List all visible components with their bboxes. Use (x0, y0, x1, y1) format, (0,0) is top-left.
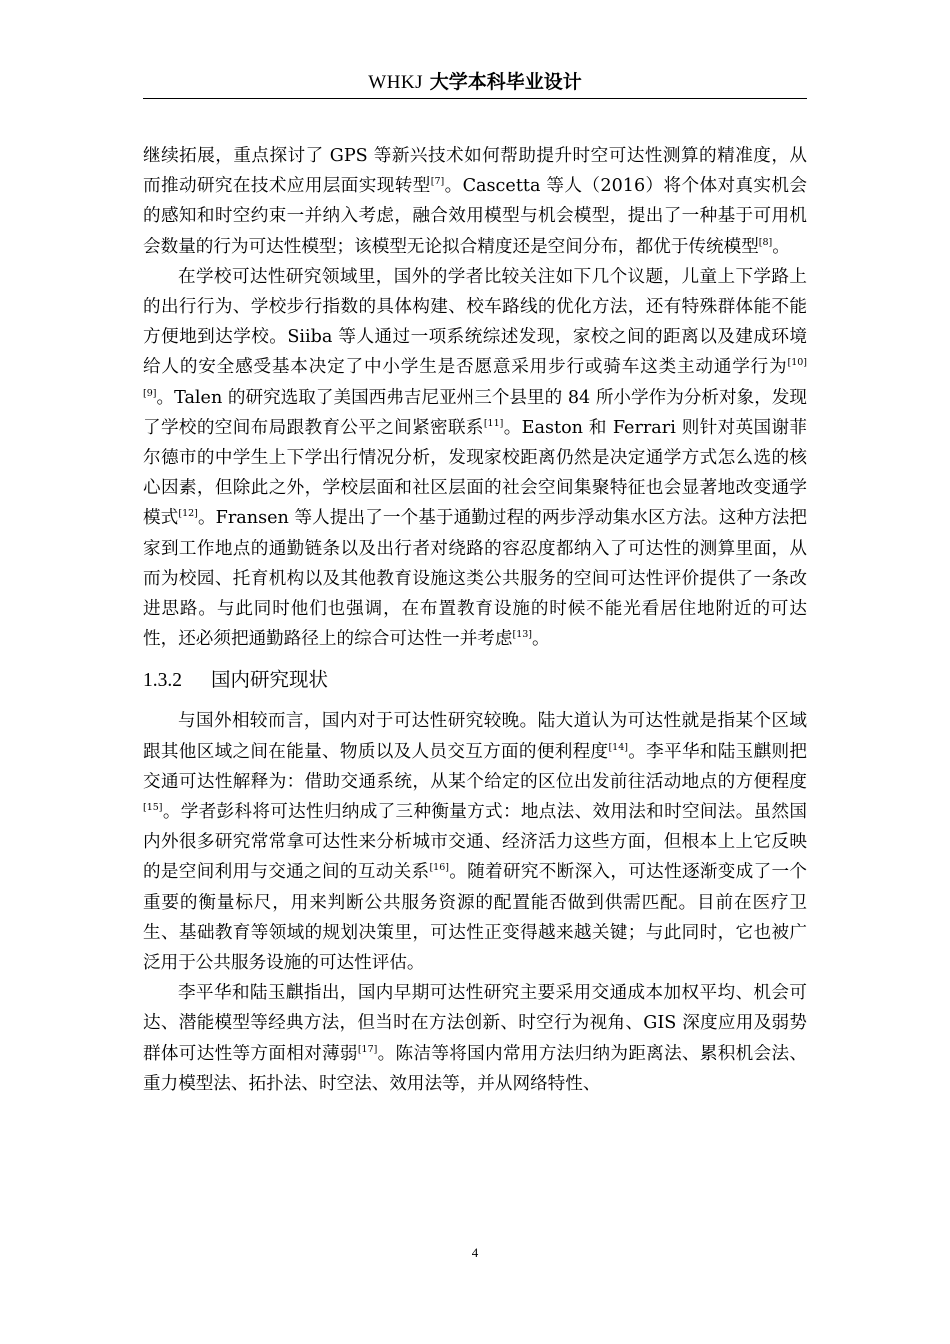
citation: [10][9] (143, 357, 807, 399)
page-number: 4 (471, 1245, 479, 1260)
citation: [12] (178, 508, 198, 520)
text-run: 继续拓展，重点探讨了 GPS 等新兴技术如何帮助提升时空可达性测算的精准度，从而推动研究在技术应用层面实现转型 (143, 146, 807, 197)
header-title: 大学本科毕业设计 (429, 71, 582, 93)
citation: [8] (758, 236, 773, 248)
citation: [14] (608, 741, 628, 753)
section-title: 国内研究现状 (211, 668, 329, 692)
text-run: 。Easton 和 Ferrari 则针对英国谢菲尔德市的中学生上下学出行情况分析，发现家校距离仍然是决定通学方式怎么选的核心因素，但除此之外，学校层面和社区层面的社会空间集聚特征也会显著地改变通学模式 (143, 417, 807, 529)
citation: [7] (430, 176, 445, 188)
citation: [17] (357, 1043, 378, 1055)
text-run: 与国外相较而言，国内对于可达性研究较晚。陆大道认为可达性就是指某个区域跟其他区域之间在能量、物质以及人员交互方面的便利程度 (143, 711, 807, 762)
text-run: 。 (532, 629, 550, 650)
citation: [16] (429, 862, 449, 874)
text-run: 。随着研究不断深入，可达性逐渐变成了一个重要的衡量标尺，用来判断公共服务资源的配置能否做到供需匹配。目前在医疗卫生、基础教育等领域的规划决策里，可达性正变得越来越关键；与此同时，它也被广泛用于公共服务设施的可达性评估。 (143, 862, 807, 974)
page-header (143, 66, 807, 99)
text-run: 。学者彭科将可达性归纳成了三种衡量方式：地点法、效用法和时空间法。虽然国内外很多研究常常拿可达性来分析城市交通、经济活力这些方面，但根本上上它反映的是空间利用与交通之间的互动关系 (143, 802, 807, 883)
paragraph-4 (143, 978, 807, 1099)
text-run: 。 (772, 236, 790, 257)
text-run: 。陈洁等将国内常用方法归纳为距离法、累积机会法、重力模型法、拓扑法、时空法、效用法等，并从网络特性、 (143, 1043, 807, 1094)
text-run: 。Fransen 等人提出了一个基于通勤过程的两步浮动集水区方法。这种方法把家到工作地点的通勤链条以及出行者对绕路的容忍度都纳入了可达性的测算里面，从而为校园、托育机构以及其他教育设施这类公共服务的空间可达性评价提供了一条改进思路。与此同时他们也强调，在布置教育设施的时候不能光看居住地附近的可达性，还必须把通勤路径上的综合可达性一并考虑 (143, 508, 807, 650)
citation: [13] (512, 629, 532, 641)
text-run: 。李平华和陆玉麒则把交通可达性解释为：借助交通系统，从某个给定的区位出发前往活动地点的方便程度 (143, 741, 807, 792)
paragraph-2 (143, 262, 807, 655)
section-heading (143, 662, 807, 699)
citation: [11] (483, 417, 504, 429)
citation: [15] (143, 802, 163, 814)
section-number: 1.3.2 (143, 670, 182, 692)
text-run: 。Talen 的研究选取了美国西弗吉尼亚州三个县里的 84 所小学作为分析对象，发现了学校的空间布局跟教育公平之间紧密联系 (143, 387, 807, 438)
text-run: 。Cascetta 等人（2016）将个体对真实机会的感知和时空约束一并纳入考虑，融合效用模型与机会模型，提出了一种基于可用机会数量的行为可达性模型；该模型无论拟合精度还是空间分布，都优于传统模型 (143, 176, 807, 257)
paragraph-1 (143, 141, 807, 262)
text-run: 在学校可达性研究领域里，国外的学者比较关注如下几个议题，儿童上下学路上的出行行为、学校步行指数的具体构建、校车路线的优化方法，还有特殊群体能不能方便地到达学校。Siiba 等人通过一项系统综述发现，家校之间的距离以及建成环境给人的安全感受基本决定了中小学生是否愿意采用步行或骑车这类主动通学行为 (143, 266, 807, 378)
body-text (143, 141, 807, 1099)
text-run: 李平华和陆玉麒指出，国内早期可达性研究主要采用交通成本加权平均、机会可达、潜能模型等经典方法，但当时在方法创新、时空行为视角、GIS 深度应用及弱势群体可达性等方面相对薄弱 (143, 983, 807, 1064)
header-institution-code: WHKJ (368, 72, 424, 93)
paragraph-3 (143, 706, 807, 978)
